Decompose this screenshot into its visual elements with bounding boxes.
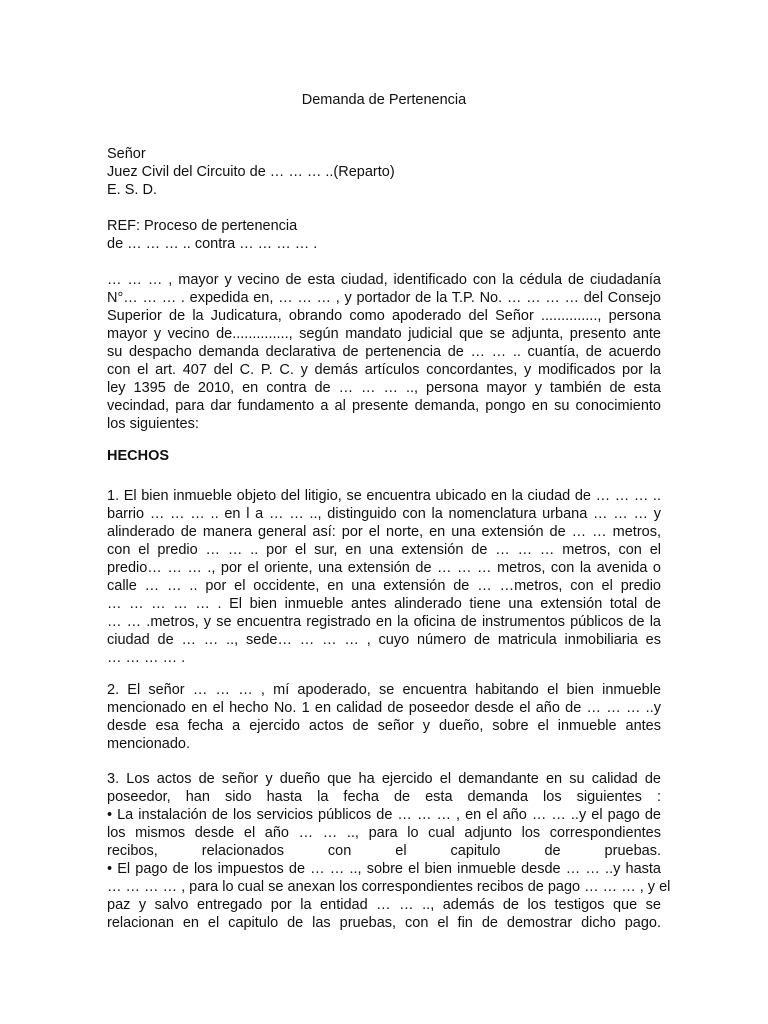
hecho-3-bullet-line: • El pago de los impuestos de … … .., sobre el bien inmueble desde … … ..y hasta <box>107 861 661 877</box>
hecho-1-line: con el predio … … .. por el sur, en una extensión de … … … metros, con el <box>107 542 661 558</box>
hecho-2-line: mencionado en el hecho No. 1 en calidad de poseedor desde el año de … … … ..y <box>107 700 661 716</box>
intro-line: N°… … … . expedida en, … … … , y portador de la T.P. No. … … … … del Consejo <box>107 290 661 306</box>
hecho-2-line: mencionado. <box>107 736 191 752</box>
hecho-3-line: paz y salvo entregado por la entidad … … .., además de los testigos que se <box>107 897 661 913</box>
hecho-1-line: calle … … .. por el occidente, en una extensión de … …metros, con el predio <box>107 578 661 594</box>
intro-line: ley 1395 de 2010, en contra de … … … .., persona mayor y también de esta <box>107 380 661 396</box>
hecho-1-line: predio… … … ., por el oriente, una extensión de … … … metros, con la avenida o <box>107 560 661 576</box>
addressee-line: Señor <box>107 146 146 162</box>
hecho-2-paragraph <box>107 681 661 753</box>
intro-line: Superior de la Judicatura, obrando como apoderado del Señor .............., persona <box>107 308 661 324</box>
hecho-3-line: relacionan en el capitulo de las pruebas, con el fin de demostrar dicho pago. <box>107 915 661 931</box>
reference-block <box>107 217 661 253</box>
intro-line: vecindad, para dar fundamento a al presente demanda, pongo en su conocimiento <box>107 398 661 414</box>
hecho-1-line: ciudad de … … .., sede… … … … , cuyo número de matricula inmobiliaria es <box>107 632 661 648</box>
addressee-line: Juez Civil del Circuito de … … … ..(Reparto) <box>107 164 395 180</box>
intro-paragraph <box>107 271 661 433</box>
hecho-1-line: alinderado de manera general así: por el norte, en una extensión de … … metros, <box>107 524 661 540</box>
reference-line: REF: Proceso de pertenencia <box>107 218 298 234</box>
hecho-1-line: … … … … … . El bien inmueble antes alinderado tiene una extensión total de <box>107 596 661 612</box>
intro-line: mayor y vecino de.............., según mandato judicial que se adjunta, presento ante <box>107 326 661 342</box>
hecho-3-line: … … … … , para lo cual se anexan los correspondientes recibos de pago … … … , y el <box>107 879 671 895</box>
intro-line: … … … , mayor y vecino de esta ciudad, identificado con la cédula de ciudadanía <box>107 272 661 288</box>
reference-line: de … … … .. contra … … … … . <box>107 236 318 252</box>
intro-line: su despacho demanda declarativa de pertenencia de … … .. cuantía, de acuerdo <box>107 344 661 360</box>
intro-line: los siguientes: <box>107 416 199 432</box>
hecho-2-line: 2. El señor … … … , mí apoderado, se encuentra habitando el bien inmueble <box>107 682 661 698</box>
document-title: Demanda de Pertenencia <box>301 92 467 108</box>
hecho-3-paragraph <box>107 770 671 932</box>
hecho-2-line: desde esa fecha a ejercido actos de señor y dueño, sobre el inmueble antes <box>107 718 661 734</box>
hecho-1-paragraph <box>107 487 661 667</box>
hecho-1-line: 1. El bien inmueble objeto del litigio, se encuentra ubicado en la ciudad de … … … .. <box>107 488 661 504</box>
hecho-1-line: … … .metros, y se encuentra registrado en la oficina de instrumentos públicos de la <box>107 614 661 630</box>
intro-line: con el art. 407 del C. P. C. y demás artículos concordantes, y modificados por la <box>107 362 661 378</box>
hecho-1-line: … … … … . <box>107 650 186 666</box>
hecho-3-bullet-line: • La instalación de los servicios públicos de … … … , en el año … … ..y el pago de <box>107 807 661 823</box>
hecho-3-line: poseedor, han sido hasta la fecha de esta demanda los siguientes : <box>107 789 661 805</box>
hecho-3-line: 3. Los actos de señor y dueño que ha ejercido el demandante en su calidad de <box>107 771 661 787</box>
addressee-block <box>107 145 661 199</box>
hecho-3-line: recibos, relacionados con el capitulo de pruebas. <box>107 843 661 859</box>
hechos-heading: HECHOS <box>107 448 170 464</box>
hecho-1-line: barrio … … … .. en l a … … .., distinguido con la nomenclatura urbana … … … y <box>107 506 661 522</box>
hecho-3-line: los mismos desde el año … … .., para lo cual adjunto los correspondientes <box>107 825 661 841</box>
addressee-line: E. S. D. <box>107 182 157 198</box>
